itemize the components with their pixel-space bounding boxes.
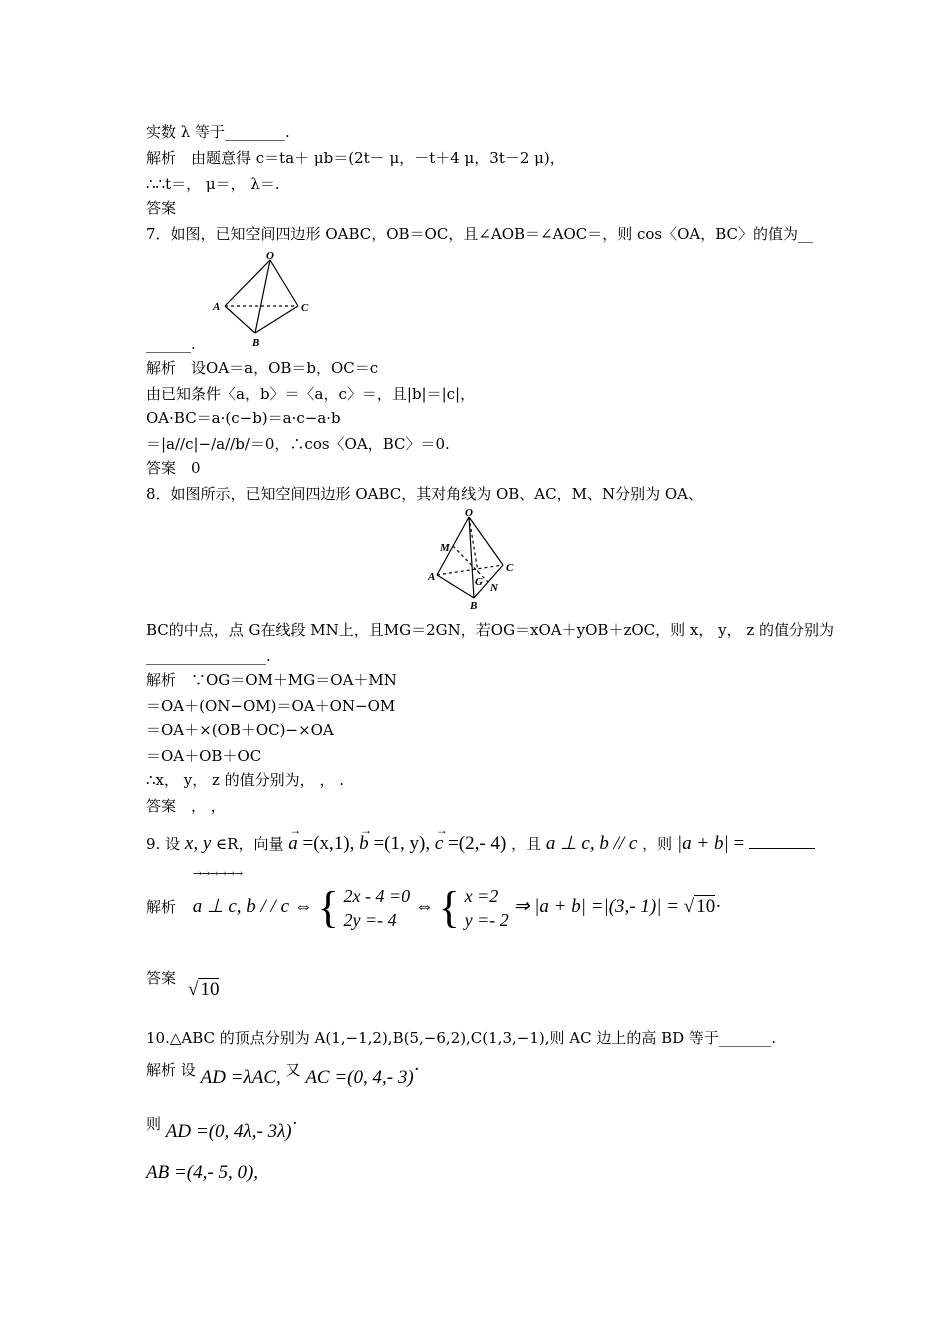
q8-solution-1: 解析 ∵OG＝OM＋MG＝OA＋MN [146,671,397,689]
q9-arrows: →→→→→→ [192,867,243,880]
q10-eq-ac: AC =(0, 4,- 3) [305,1067,414,1088]
q10-solution-label: 解析 [146,1061,177,1079]
q8-stem-blank: ________________. [146,647,271,665]
q7-solution-4: ＝|a//c|−/a//b/＝0，∴cos〈OA，BC〉＝0. [146,435,450,453]
q9-answer-value: √ 10 [188,979,220,1000]
q10-eq-ac-dot: · [413,1059,420,1080]
q10-solution-1 [146,1052,420,1088]
q7-solution-3: OA·BC＝a·(c−b)＝a·c−a·b [146,409,341,427]
q6-solution: 解析 由题意得 c＝ta＋ μb＝(2t－ μ，－t＋4 μ，3t－2 μ)， [146,149,565,167]
q7-answer: 答案 0 [146,459,201,477]
q8-solution-4: ＝OA＋OB＋OC [146,747,262,765]
q9-system2-a: x =2 [464,886,499,906]
q7-label-o: O [266,250,274,262]
q7-solution-2: 由已知条件〈a，b〉＝〈a，c〉＝，且|b|＝|c|， [146,385,476,403]
q9-solution-label: 解析 [146,898,177,916]
q10-stem: 10.△ABC 的顶点分别为 A(1,−1,2),B(5,−6,2),C(1,3,−1),则 AC 边上的高 BD 等于_______. [146,1029,777,1047]
q10-eq-ad: AD =(0, 4λ,- 3λ) [165,1121,292,1142]
q9-a-value: =(x,1), [302,833,355,854]
q9-b-value: =(1, y), [373,833,431,854]
q10-eq-ad-dot: · [291,1113,298,1134]
q9-system1-b: 2y =- 4 [343,910,397,930]
q9-system2-b: y =- 2 [464,910,509,930]
q6-stem-tail: 实数 λ 等于________. [146,123,290,141]
q9-answer [146,968,176,988]
q9-abs-sum: |a + b| [676,833,729,854]
q9-vector-c: → c [435,834,443,854]
q9-system1-a: 2x - 4 =0 [343,886,411,906]
q7-solution-1: 解析 设OA＝a，OB＝b，OC＝c [146,359,379,377]
q9-vars: x, y [184,833,212,854]
q9-answer-label: 答案 [146,969,177,987]
q8-label-c: C [506,562,514,574]
q9-answer-blank [749,832,815,849]
q9-condition: a ⊥ c, b // c [545,833,638,854]
q8-tetrahedron-figure [425,505,525,613]
q8-stem-2: BC的中点，点 G在线段 MN上，且MG＝2GN，若OG＝xOA＋yOB＋zOC，则 x， y， z 的值分别为 [146,621,835,639]
q9-result-radicand: 10 [696,896,716,917]
q8-label-b: B [470,600,478,612]
q7-stem: 7．如图，已知空间四边形 OABC，OB＝OC，且∠AOB＝∠AOC＝，则 cos〈OA，BC〉的值为__ [146,225,814,243]
q9-pre: 设 [165,835,181,853]
q9-then: ，则 [642,835,673,853]
q7-label-a: A [213,301,221,313]
q7-stem-blank: ______. [146,335,196,353]
q9-vector-a: → a [288,834,298,854]
q8-label-o: O [465,507,473,519]
q6-solution-2: ∴∴t＝， μ＝， λ＝. [146,175,280,193]
q9-solution: 解析 →→→→→→ a ⊥ c, b / / c ⇔ { 2x - 4 =0 2y =- 4 ⇔ { x =2 y =- 2 ⇒ |a + b| =|(3,- 1)| = √ 10· [146,867,722,932]
q9-condition-2: a ⊥ c, b / / c ⇔ [192,896,313,917]
q10-she: 设 [180,1061,196,1079]
q9-result: ⇒ |a + b| =|(3,- 1)| = [513,896,680,917]
q10-eq-ad-lambda: AD =λAC, [200,1067,281,1088]
q9-mid: ，且 [511,835,542,853]
q9-number: 9. [146,835,161,853]
q8-answer: 答案 ， ， [146,797,226,815]
q6-answer: 答案 [146,199,177,217]
q9-result-dot: · [715,896,722,917]
q7-label-b: B [252,337,260,349]
q10-you: 又 [285,1061,301,1079]
q8-solution-3: ＝OA＋×(OB＋OC)−×OA [146,721,334,739]
q9-answer-radicand: 10 [200,979,220,1000]
q10-solution-2 [146,1106,298,1142]
q7-tetrahedron-figure [205,248,315,350]
q8-label-m: M [440,542,450,554]
q8-label-g: G [475,576,483,588]
q10-ze: 则 [146,1115,162,1133]
q8-solution-5: ∴x， y， z 的值分别为， ， . [146,771,344,789]
q9-c-value: =(2,- 4) [448,833,507,854]
q8-label-a: A [428,571,436,583]
q9-stem [146,832,815,854]
q8-stem: 8．如图所示，已知空间四边形 OABC，其对角线为 OB、AC，M、N分别为 OA、 [146,485,704,503]
q10-eq-ab: AB =(4,- 5, 0), [146,1162,259,1183]
q9-vector-b: → b [359,834,369,854]
q7-label-c: C [301,302,309,314]
q8-label-n: N [490,582,498,594]
q9-in: ∈R，向量 [216,835,284,853]
q8-solution-2: ＝OA＋(ON−OM)＝OA＋ON−OM [146,697,396,715]
q9-iff: ⇔ [414,896,434,917]
q9-equals: = [733,833,745,854]
q10-solution-3 [146,1158,258,1188]
